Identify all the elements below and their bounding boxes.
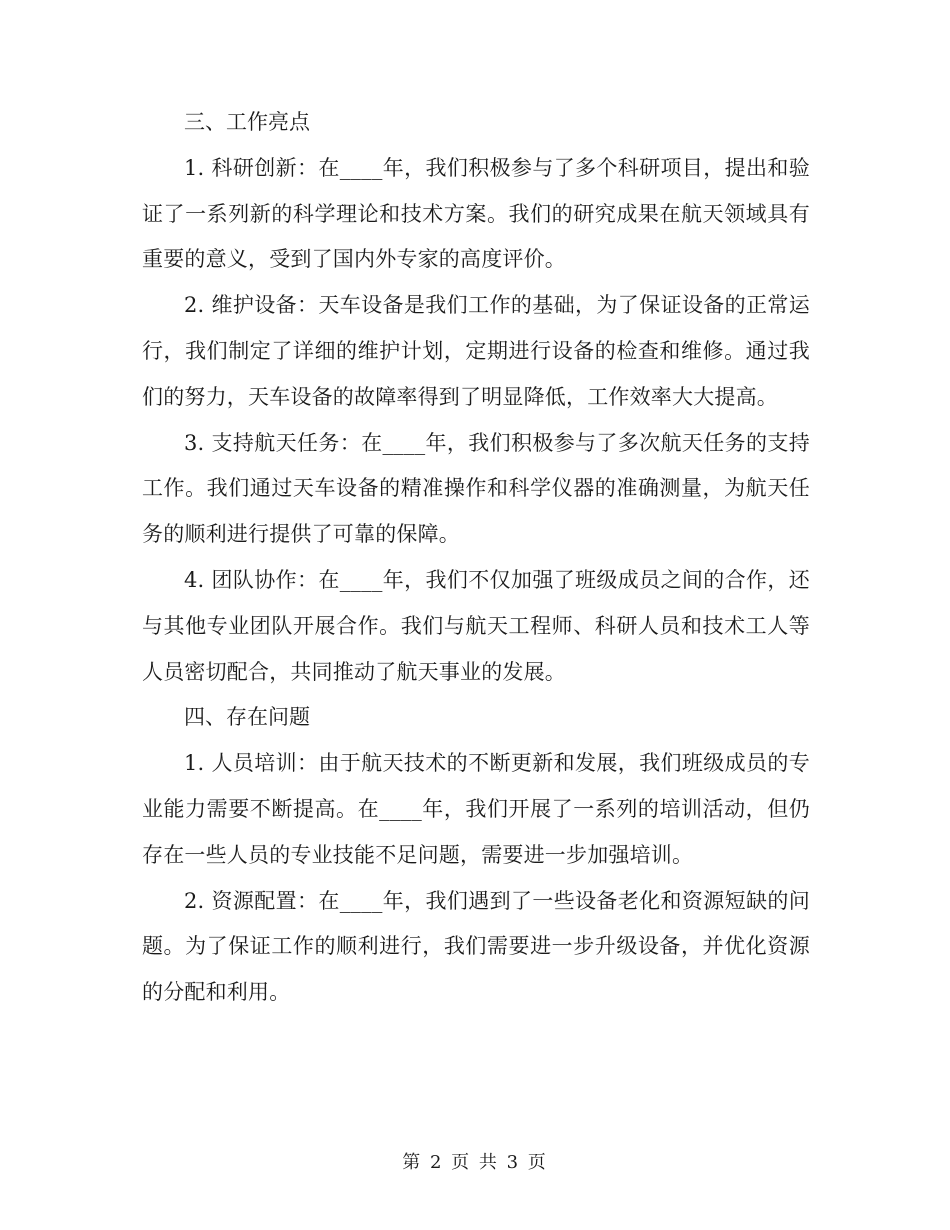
document-page [142,100,810,1016]
paragraph-space-mission-support: 3. 支持航天任务：在____年，我们积极参与了多次航天任务的支持工作。我们通过天车设备的精准操作和科学仪器的准确测量，为航天任务的顺利进行提供了可靠的保障。 [142,430,810,547]
section-heading-highlights: 三、工作亮点 [184,110,310,134]
page-footer-indicator: 第 2 页 共 3 页 [402,1152,548,1173]
paragraph-research-innovation: 1. 科研创新：在____年，我们积极参与了多个科研项目，提出和验证了一系列新的科学理论和技术方案。我们的研究成果在航天领域具有重要的意义，受到了国内外专家的高度评价。 [142,155,810,272]
paragraph-staff-training: 1. 人员培训：由于航天技术的不断更新和发展，我们班级成员的专业能力需要不断提高。在____年，我们开展了一系列的培训活动，但仍存在一些人员的专业技能不足问题，需要进一步加强培训。 [142,751,810,867]
section-heading-problems: 四、存在问题 [184,705,310,730]
paragraph-equipment-maintenance: 2. 维护设备：天车设备是我们工作的基础，为了保证设备的正常运行，我们制定了详细的维护计划，定期进行设备的检查和维修。通过我们的努力，天车设备的故障率得到了明显降低，工作效率大大提高。 [142,293,810,409]
paragraph-team-collaboration: 4. 团队协作：在____年，我们不仅加强了班级成员之间的合作，还与其他专业团队开展合作。我们与航天工程师、科研人员和技术工人等人员密切配合，共同推动了航天事业的发展。 [142,567,810,684]
paragraph-resource-allocation: 2. 资源配置：在____年，我们遇到了一些设备老化和资源短缺的问题。为了保证工作的顺利进行，我们需要进一步升级设备，并优化资源的分配和利用。 [142,888,810,1005]
